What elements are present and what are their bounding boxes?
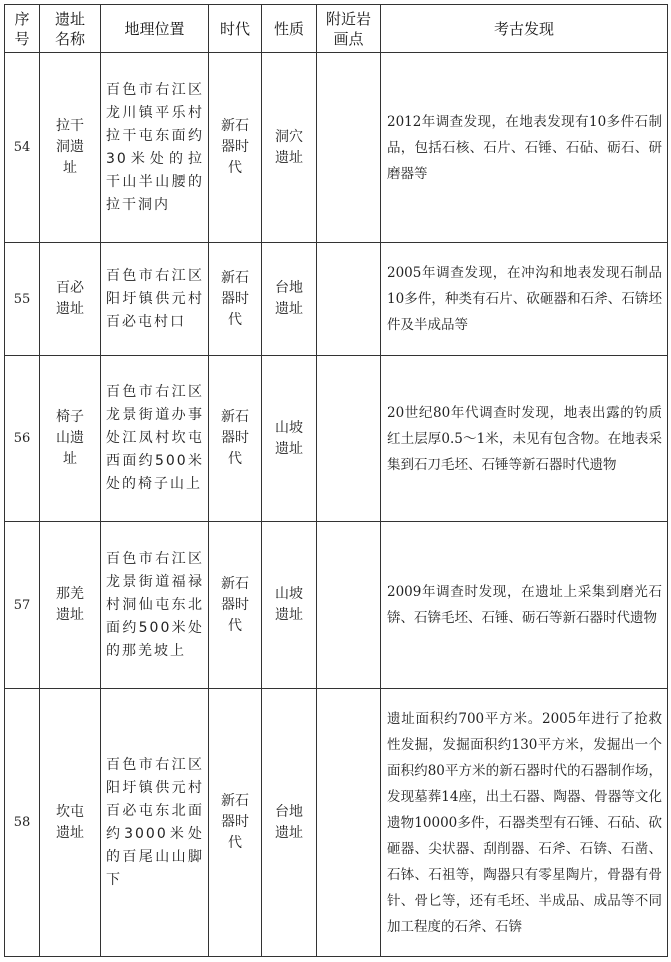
row-num: 55 [5, 243, 40, 356]
row-name: 坎屯遗址 [40, 689, 101, 957]
row-era: 新石器时代 [209, 522, 262, 689]
row-name: 拉干洞遗址 [40, 53, 101, 243]
row-nature: 台地遗址 [262, 243, 317, 356]
row-rock-art [317, 689, 381, 957]
table-row [5, 53, 668, 243]
row-nature: 山坡遗址 [262, 522, 317, 689]
row-location: 百色市右江区龙景街道办事处江凤村坎屯西面约500米处的椅子山上 [101, 356, 209, 522]
row-name: 那羌遗址 [40, 522, 101, 689]
header-nature: 性质 [262, 5, 317, 53]
header-name: 遗址名称 [40, 5, 101, 53]
row-location: 百色市右江区阳圩镇供元村百必屯东北面约3000米处的百尾山山脚下 [101, 689, 209, 957]
header-num: 序号 [5, 5, 40, 53]
row-era: 新石器时代 [209, 356, 262, 522]
row-num: 54 [5, 53, 40, 243]
row-name: 百必遗址 [40, 243, 101, 356]
row-nature: 洞穴遗址 [262, 53, 317, 243]
row-rock-art [317, 53, 381, 243]
header-row [5, 5, 668, 53]
row-num: 58 [5, 689, 40, 957]
row-era: 新石器时代 [209, 243, 262, 356]
table-row [5, 243, 668, 356]
header-location: 地理位置 [101, 5, 209, 53]
row-rock-art [317, 356, 381, 522]
row-findings: 2012年调查发现，在地表发现有10多件石制品，包括石核、石片、石锤、石砧、砺石、研磨器等 [381, 53, 668, 243]
header-era: 时代 [209, 5, 262, 53]
row-nature: 台地遗址 [262, 689, 317, 957]
table-row [5, 689, 668, 957]
row-name: 椅子山遗址 [40, 356, 101, 522]
header-findings: 考古发现 [381, 5, 668, 53]
row-num: 57 [5, 522, 40, 689]
row-location: 百色市右江区龙景街道福禄村洞仙屯东北面约500米处的那羌坡上 [101, 522, 209, 689]
row-era: 新石器时代 [209, 53, 262, 243]
row-findings: 遗址面积约700平方米。2005年进行了抢救性发掘，发掘面积约130平方米，发掘出一个面积约80平方米的新石器时代的石器制作场，发现墓葬14座，出土石器、陶器、骨器等文化遗物10000多件，石器类型有石锤、石砧、砍砸器、尖状器、刮削器、石斧、石锛、石凿、石钵、石祖等，陶器只有零星陶片，骨器有骨针、骨匕等，还有毛坯、半成品、成品等不同加工程度的石斧、石锛 [381, 689, 668, 957]
table-row [5, 356, 668, 522]
row-rock-art [317, 522, 381, 689]
row-findings: 20世纪80年代调查时发现，地表出露的钓质红土层厚0.5～1米，未见有包含物。在地表采集到石刀毛坯、石锤等新石器时代遗物 [381, 356, 668, 522]
header-rock-art: 附近岩画点 [317, 5, 381, 53]
table-wrapper [4, 4, 668, 957]
row-location: 百色市右江区阳圩镇供元村百必屯村口 [101, 243, 209, 356]
row-findings: 2009年调查时发现，在遗址上采集到磨光石锛、石锛毛坯、石锤、砺石等新石器时代遗物 [381, 522, 668, 689]
table-row [5, 522, 668, 689]
row-findings: 2005年调查发现，在冲沟和地表发现石制品10多件，种类有石片、砍砸器和石斧、石锛坯件及半成品等 [381, 243, 668, 356]
row-nature: 山坡遗址 [262, 356, 317, 522]
archaeology-sites-table [4, 4, 668, 957]
row-location: 百色市右江区龙川镇平乐村拉干屯东面约30米处的拉干山半山腰的拉干洞内 [101, 53, 209, 243]
row-num: 56 [5, 356, 40, 522]
row-rock-art [317, 243, 381, 356]
row-era: 新石器时代 [209, 689, 262, 957]
